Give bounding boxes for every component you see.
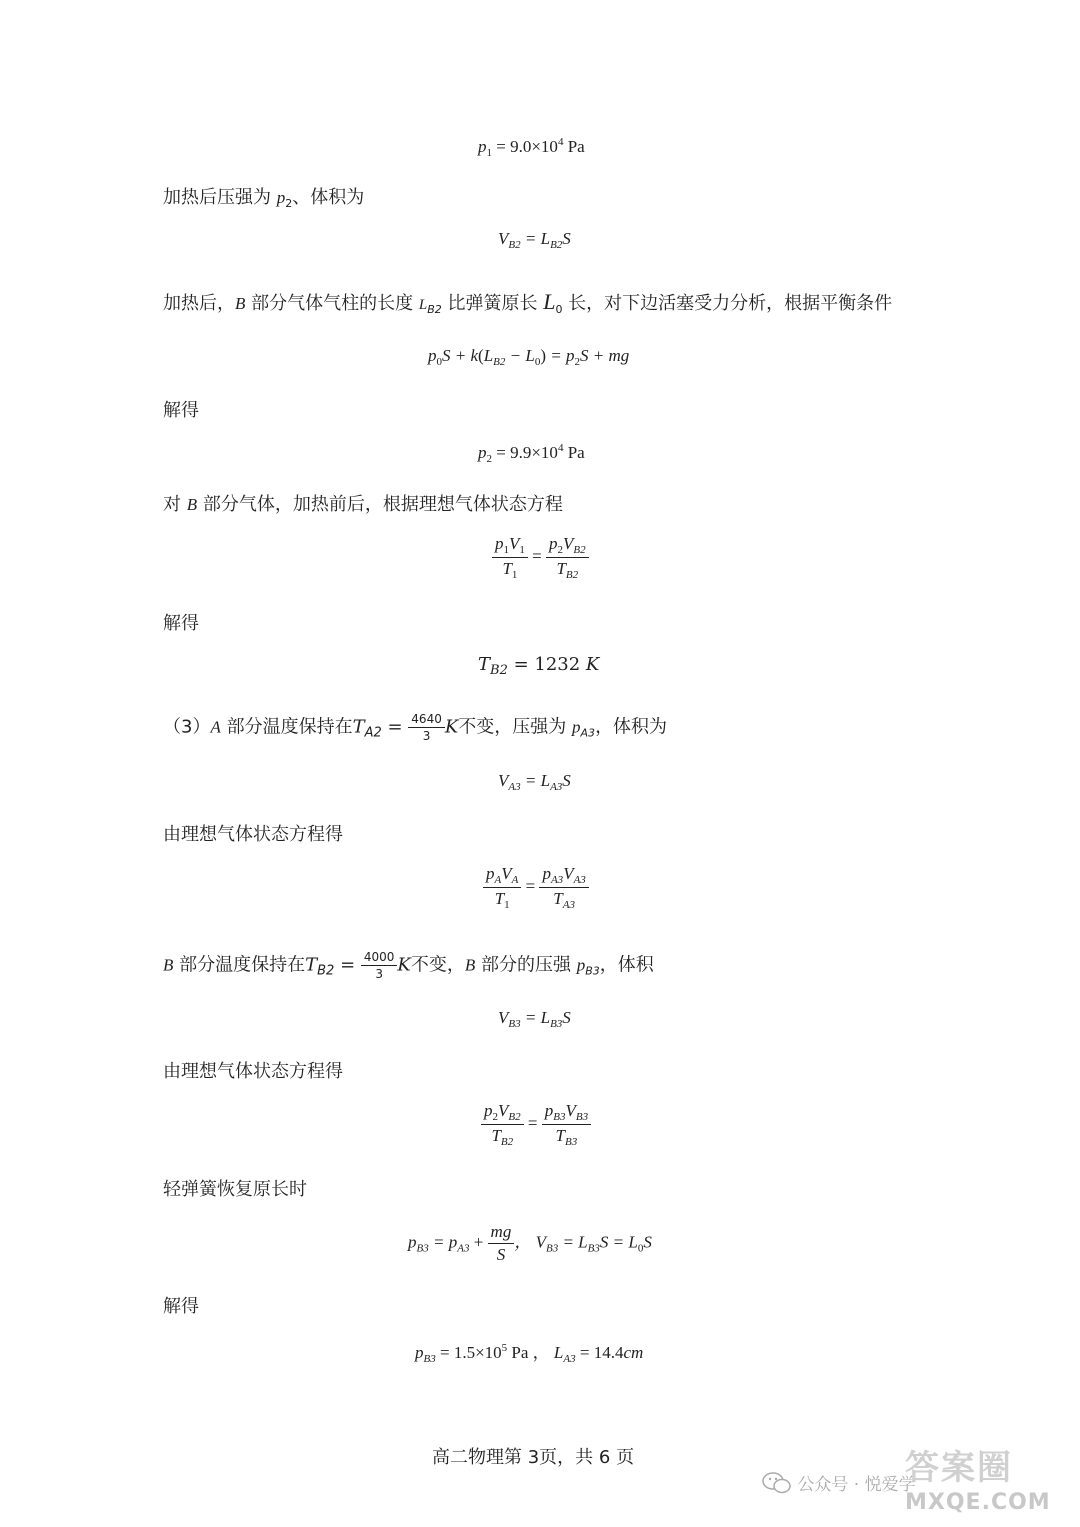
equation-va3: $V_{A3} = L_{A3}S$ xyxy=(498,771,571,793)
text-ideal-gas-1: 由理想气体状态方程得 xyxy=(163,824,343,845)
text-solve-2: 解得 xyxy=(163,613,199,634)
text-heat-length: 加热后，B 部分气体气柱的长度 $L_{B2}$ 比弹簧原长 $L_0$ 长，对下边活塞受力分析，根据平衡条件 xyxy=(163,289,893,316)
text-part-b: B 部分温度保持在$T_{B2}$ = $\frac{4000}{3}$ K不变，B 部分的压强 $p_{B3}$，体积 xyxy=(163,950,654,981)
equation-state-3: $\frac{p_2V_{B2}}{T_{B2}}$ = $\frac{p_{B3}V_{B3}}{T_{B3}}$ xyxy=(481,1101,591,1148)
equation-spring: $p_{B3} = p_{A3}$ + $\frac{mg}{S}$ ， $V_{B3} = L_{B3}S = L_0S$ xyxy=(408,1222,652,1264)
text-ideal-gas-b: 对 B 部分气体，加热前后，根据理想气体状态方程 xyxy=(163,494,563,515)
equation-vb2: $V_{B2} = L_{B2}S$ xyxy=(498,229,571,251)
equation-vb3: $V_{B3} = L_{B3}S$ xyxy=(498,1008,571,1030)
equation-final: $p_{B3} = 1.5\times 10^5$ Pa ， $L_{A3} = 14.4cm$ xyxy=(415,1342,644,1365)
equation-p1: $p_1 = 9.0\times 10^4$ Pa xyxy=(478,136,585,159)
text-spring: 轻弹簧恢复原长时 xyxy=(163,1179,307,1200)
text-solve-1: 解得 xyxy=(163,400,199,421)
text-part-3: （3）A 部分温度保持在$T_{A2}$ = $\frac{4640}{3}$ K不变，压强为 $p_{A3}$，体积为 xyxy=(163,712,668,743)
text-heat-after: 加热后压强为 $p_2$、体积为 xyxy=(163,187,365,210)
text-solve-3: 解得 xyxy=(163,1296,199,1317)
page-footer: 高二物理第 3页，共 6 页 xyxy=(432,1447,635,1468)
equation-state-1: $\frac{p_1V_1}{T_1}$ = $\frac{p_2V_{B2}}{T_{B2}}$ xyxy=(492,534,589,581)
wechat-icon xyxy=(762,1475,797,1495)
text-ideal-gas-2: 由理想气体状态方程得 xyxy=(163,1061,343,1082)
equation-balance: $p_0S + k(L_{B2} - L_0) = p_2S$ + mg xyxy=(428,346,630,368)
equation-state-2: $\frac{p_AV_A}{T_1}$ = $\frac{p_{A3}V_{A3}}{T_{A3}}$ xyxy=(483,864,589,911)
equation-tb2: $T_{B2} = 1232$ K xyxy=(478,654,600,678)
logo-watermark: 答案圈 xyxy=(905,1448,1013,1488)
equation-p2: $p_2 = 9.9\times 10^4$ Pa xyxy=(478,442,585,465)
wechat-watermark: 公众号 · 悦爱学 xyxy=(762,1470,916,1495)
site-watermark: MXQE.COM xyxy=(905,1490,1051,1515)
